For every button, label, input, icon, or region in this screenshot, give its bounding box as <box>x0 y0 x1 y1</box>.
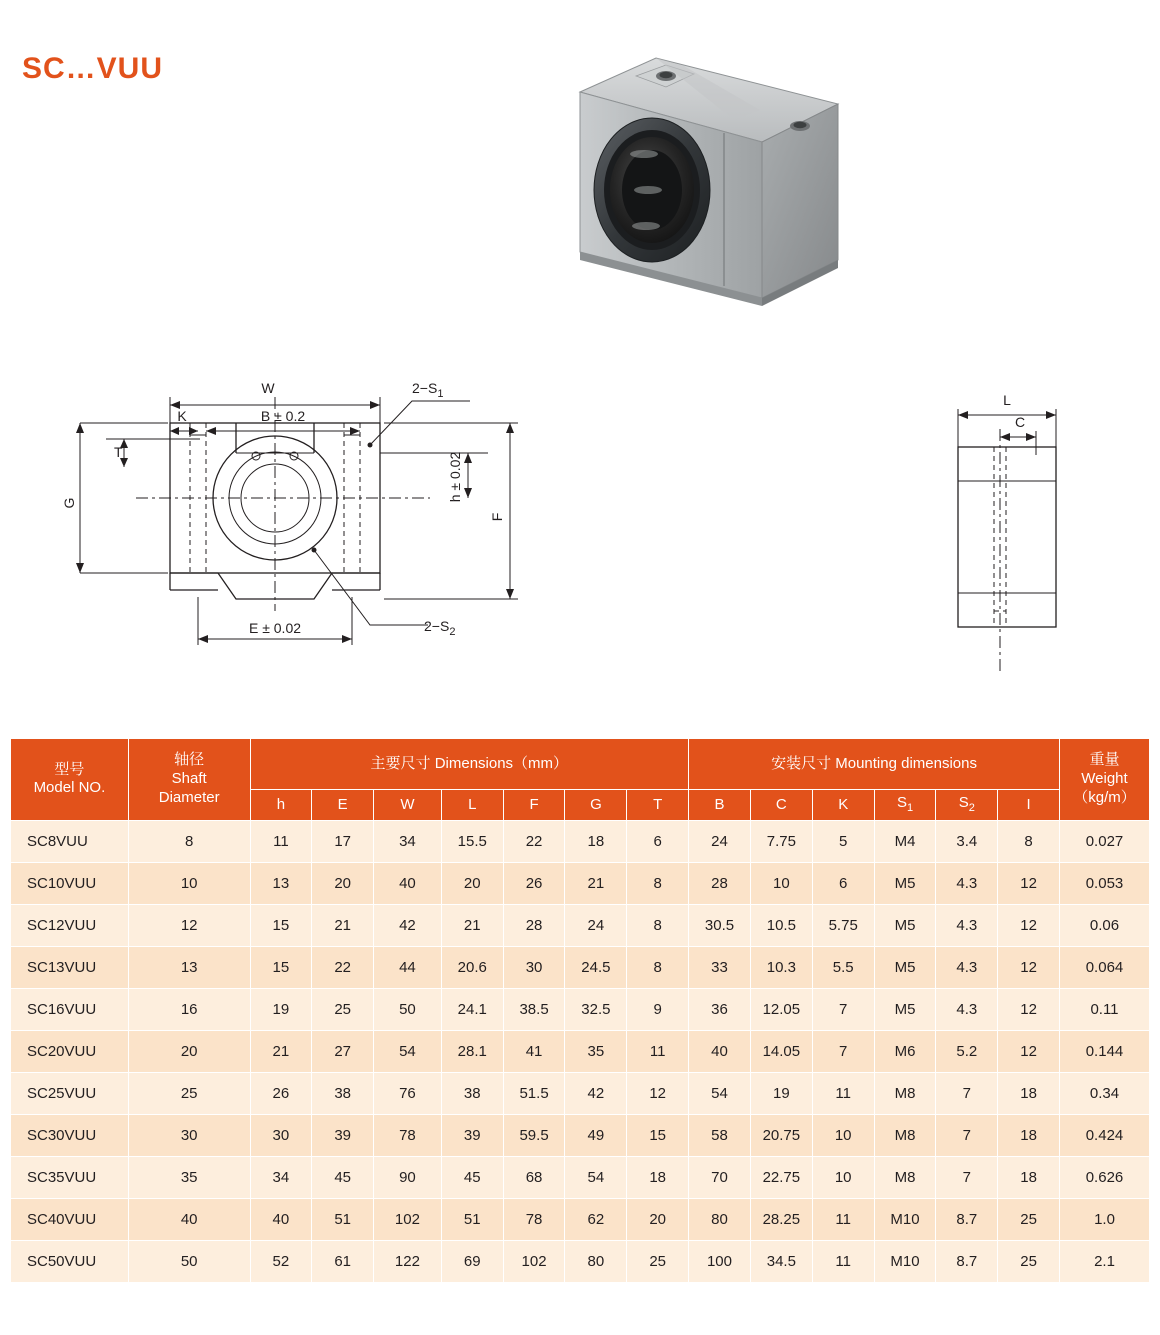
cell-S2: 4.3 <box>936 946 998 988</box>
cell-K: 5 <box>812 820 874 862</box>
cell-S1: M10 <box>874 1240 936 1282</box>
cell-K: 10 <box>812 1156 874 1198</box>
cell-E: 22 <box>312 946 374 988</box>
svg-text:L: L <box>1003 392 1011 408</box>
cell-T: 25 <box>627 1240 689 1282</box>
svg-text:B ± 0.2: B ± 0.2 <box>260 408 306 424</box>
cell-E: 45 <box>312 1156 374 1198</box>
header-shaft-cn: 轴径 <box>174 751 205 769</box>
cell-C: 34.5 <box>750 1240 812 1282</box>
cell-I: 12 <box>998 1030 1060 1072</box>
svg-text:W: W <box>261 380 275 396</box>
header-mounting-group: 安装尺寸 Mounting dimensions <box>689 739 1060 790</box>
cell-weight: 0.144 <box>1059 1030 1149 1072</box>
header-col-S2-sub: 2 <box>968 802 975 814</box>
cell-weight: 1.0 <box>1059 1198 1149 1240</box>
cell-G: 18 <box>565 820 627 862</box>
cell-model: SC25VUU <box>11 1072 129 1114</box>
cell-S2: 7 <box>936 1072 998 1114</box>
cell-model: SC12VUU <box>11 904 129 946</box>
table-row <box>11 1156 1150 1198</box>
table-row <box>11 946 1150 988</box>
cell-G: 80 <box>565 1240 627 1282</box>
cell-C: 10.5 <box>750 904 812 946</box>
cell-shaft: 25 <box>128 1072 250 1114</box>
header-shaft-en-1: Shaft <box>171 770 207 787</box>
svg-text:2−S2: $2-S_2$ <box>424 618 456 638</box>
cell-S2: 4.3 <box>936 988 998 1030</box>
table-row <box>11 820 1150 862</box>
cell-shaft: 50 <box>128 1240 250 1282</box>
cell-K: 5.75 <box>812 904 874 946</box>
cell-model: SC10VUU <box>11 862 129 904</box>
header-dimensions-group: 主要尺寸 Dimensions（mm） <box>250 739 689 790</box>
cell-C: 19 <box>750 1072 812 1114</box>
svg-text:h ± 0.02: h ± 0.02 <box>447 451 463 503</box>
table-row <box>11 1114 1150 1156</box>
cell-I: 12 <box>998 988 1060 1030</box>
cell-weight: 0.027 <box>1059 820 1149 862</box>
cell-B: 70 <box>689 1156 751 1198</box>
header-col-S2-base: S <box>958 794 969 811</box>
cell-F: 78 <box>503 1198 565 1240</box>
cell-shaft: 40 <box>128 1198 250 1240</box>
cell-B: 33 <box>689 946 751 988</box>
table-row <box>11 1198 1150 1240</box>
table-row <box>11 1072 1150 1114</box>
cell-K: 11 <box>812 1198 874 1240</box>
cell-T: 20 <box>627 1198 689 1240</box>
header-weight-en: Weight <box>1081 770 1128 787</box>
cell-W: 90 <box>374 1156 442 1198</box>
cell-E: 21 <box>312 904 374 946</box>
cell-F: 26 <box>503 862 565 904</box>
header-col-B: B <box>689 790 751 821</box>
cell-I: 18 <box>998 1072 1060 1114</box>
header-shaft-diameter <box>128 739 250 821</box>
cell-W: 40 <box>374 862 442 904</box>
cell-model: SC40VUU <box>11 1198 129 1240</box>
cell-T: 8 <box>627 904 689 946</box>
header-col-I: I <box>998 790 1060 821</box>
cell-weight: 0.424 <box>1059 1114 1149 1156</box>
cell-F: 68 <box>503 1156 565 1198</box>
cell-weight: 0.11 <box>1059 988 1149 1030</box>
cell-model: SC8VUU <box>11 820 129 862</box>
cell-F: 22 <box>503 820 565 862</box>
cell-S2: 4.3 <box>936 862 998 904</box>
cell-T: 12 <box>627 1072 689 1114</box>
cell-K: 7 <box>812 988 874 1030</box>
cell-C: 12.05 <box>750 988 812 1030</box>
cell-L: 28.1 <box>441 1030 503 1072</box>
header-weight-unit: （kg/m） <box>1073 788 1136 806</box>
cell-W: 50 <box>374 988 442 1030</box>
cell-weight: 0.34 <box>1059 1072 1149 1114</box>
cell-B: 24 <box>689 820 751 862</box>
cell-S2: 7 <box>936 1114 998 1156</box>
cell-h: 40 <box>250 1198 312 1240</box>
cell-h: 15 <box>250 904 312 946</box>
cell-K: 7 <box>812 1030 874 1072</box>
cell-S1: M8 <box>874 1114 936 1156</box>
front-view-drawing <box>40 335 580 695</box>
cell-T: 8 <box>627 946 689 988</box>
cell-F: 30 <box>503 946 565 988</box>
cell-L: 69 <box>441 1240 503 1282</box>
cell-L: 20 <box>441 862 503 904</box>
cell-E: 61 <box>312 1240 374 1282</box>
svg-text:E ± 0.02: E ± 0.02 <box>248 620 302 636</box>
cell-C: 22.75 <box>750 1156 812 1198</box>
header-shaft-en-2: Diameter <box>158 788 220 806</box>
cell-S1: M4 <box>874 820 936 862</box>
cell-W: 78 <box>374 1114 442 1156</box>
header-col-S1 <box>874 790 936 821</box>
header-model <box>11 739 129 821</box>
table-body <box>11 820 1150 1282</box>
cell-L: 15.5 <box>441 820 503 862</box>
cell-h: 19 <box>250 988 312 1030</box>
cell-W: 54 <box>374 1030 442 1072</box>
table-row <box>11 1240 1150 1282</box>
cell-B: 40 <box>689 1030 751 1072</box>
cell-S1: M8 <box>874 1156 936 1198</box>
svg-text:2−S1: $2-S_1$ <box>412 380 444 400</box>
cell-F: 102 <box>503 1240 565 1282</box>
cell-W: 42 <box>374 904 442 946</box>
cell-W: 44 <box>374 946 442 988</box>
table-header-row-groups <box>11 739 1150 790</box>
header-col-S2 <box>936 790 998 821</box>
cell-shaft: 12 <box>128 904 250 946</box>
cell-shaft: 16 <box>128 988 250 1030</box>
cell-L: 20.6 <box>441 946 503 988</box>
header-model-en: Model NO. <box>33 779 106 797</box>
cell-L: 39 <box>441 1114 503 1156</box>
cell-G: 24 <box>565 904 627 946</box>
cell-T: 15 <box>627 1114 689 1156</box>
cell-weight: 0.06 <box>1059 904 1149 946</box>
cell-I: 18 <box>998 1156 1060 1198</box>
cell-L: 24.1 <box>441 988 503 1030</box>
cell-B: 58 <box>689 1114 751 1156</box>
cell-E: 39 <box>312 1114 374 1156</box>
cell-B: 100 <box>689 1240 751 1282</box>
cell-h: 34 <box>250 1156 312 1198</box>
cell-T: 9 <box>627 988 689 1030</box>
table-row <box>11 1030 1150 1072</box>
cell-E: 38 <box>312 1072 374 1114</box>
product-photo <box>548 30 888 320</box>
cell-E: 25 <box>312 988 374 1030</box>
cell-B: 36 <box>689 988 751 1030</box>
cell-shaft: 35 <box>128 1156 250 1198</box>
header-col-S1-base: S <box>896 794 907 811</box>
cell-model: SC50VUU <box>11 1240 129 1282</box>
cell-B: 80 <box>689 1198 751 1240</box>
cell-I: 25 <box>998 1198 1060 1240</box>
cell-model: SC30VUU <box>11 1114 129 1156</box>
cell-W: 102 <box>374 1198 442 1240</box>
cell-h: 21 <box>250 1030 312 1072</box>
cell-E: 27 <box>312 1030 374 1072</box>
cell-F: 51.5 <box>503 1072 565 1114</box>
cell-weight: 0.064 <box>1059 946 1149 988</box>
cell-model: SC13VUU <box>11 946 129 988</box>
table-row <box>11 862 1150 904</box>
svg-text:K: K <box>177 408 187 424</box>
cell-shaft: 13 <box>128 946 250 988</box>
cell-E: 51 <box>312 1198 374 1240</box>
cell-h: 11 <box>250 820 312 862</box>
cell-I: 12 <box>998 946 1060 988</box>
cell-I: 18 <box>998 1114 1060 1156</box>
header-col-S1-sub: 1 <box>906 802 914 814</box>
cell-W: 34 <box>374 820 442 862</box>
cell-model: SC16VUU <box>11 988 129 1030</box>
header-col-G: G <box>565 790 627 821</box>
cell-h: 26 <box>250 1072 312 1114</box>
header-col-W: W <box>374 790 442 821</box>
header-col-L: L <box>441 790 503 821</box>
cell-shaft: 8 <box>128 820 250 862</box>
cell-I: 25 <box>998 1240 1060 1282</box>
cell-S2: 7 <box>936 1156 998 1198</box>
cell-h: 52 <box>250 1240 312 1282</box>
header-weight-cn: 重量 <box>1089 751 1120 769</box>
cell-B: 28 <box>689 862 751 904</box>
cell-S1: M10 <box>874 1198 936 1240</box>
cell-h: 15 <box>250 946 312 988</box>
cell-G: 62 <box>565 1198 627 1240</box>
cell-shaft: 20 <box>128 1030 250 1072</box>
cell-C: 20.75 <box>750 1114 812 1156</box>
cell-K: 11 <box>812 1072 874 1114</box>
cell-F: 28 <box>503 904 565 946</box>
cell-C: 10.3 <box>750 946 812 988</box>
svg-text:F: F <box>489 512 505 522</box>
cell-B: 30.5 <box>689 904 751 946</box>
cell-S1: M5 <box>874 862 936 904</box>
specification-table <box>10 738 1150 1283</box>
cell-F: 41 <box>503 1030 565 1072</box>
cell-L: 51 <box>441 1198 503 1240</box>
cell-S2: 8.7 <box>936 1198 998 1240</box>
cell-S2: 8.7 <box>936 1240 998 1282</box>
cell-S1: M5 <box>874 946 936 988</box>
header-col-E: E <box>312 790 374 821</box>
cell-S1: M5 <box>874 904 936 946</box>
header-col-C: C <box>750 790 812 821</box>
cell-E: 17 <box>312 820 374 862</box>
cell-model: SC35VUU <box>11 1156 129 1198</box>
cell-h: 30 <box>250 1114 312 1156</box>
cell-shaft: 10 <box>128 862 250 904</box>
cell-h: 13 <box>250 862 312 904</box>
cell-E: 20 <box>312 862 374 904</box>
cell-L: 21 <box>441 904 503 946</box>
cell-G: 24.5 <box>565 946 627 988</box>
cell-C: 28.25 <box>750 1198 812 1240</box>
cell-C: 14.05 <box>750 1030 812 1072</box>
side-view-drawing <box>920 385 1120 695</box>
cell-T: 6 <box>627 820 689 862</box>
cell-K: 10 <box>812 1114 874 1156</box>
header-weight <box>1059 739 1149 821</box>
header-model-cn: 型号 <box>54 760 85 778</box>
cell-G: 32.5 <box>565 988 627 1030</box>
table-row <box>11 904 1150 946</box>
cell-weight: 2.1 <box>1059 1240 1149 1282</box>
cell-weight: 0.053 <box>1059 862 1149 904</box>
cell-C: 7.75 <box>750 820 812 862</box>
cell-L: 38 <box>441 1072 503 1114</box>
cell-W: 122 <box>374 1240 442 1282</box>
cell-K: 6 <box>812 862 874 904</box>
cell-F: 59.5 <box>503 1114 565 1156</box>
cell-I: 12 <box>998 862 1060 904</box>
cell-K: 5.5 <box>812 946 874 988</box>
cell-weight: 0.626 <box>1059 1156 1149 1198</box>
svg-text:G: G <box>61 497 77 509</box>
table-row <box>11 988 1150 1030</box>
cell-S1: M5 <box>874 988 936 1030</box>
cell-I: 8 <box>998 820 1060 862</box>
page-title: SC…VUU <box>22 52 164 85</box>
header-col-K: K <box>812 790 874 821</box>
cell-G: 49 <box>565 1114 627 1156</box>
svg-text:T: T <box>114 444 123 460</box>
cell-L: 45 <box>441 1156 503 1198</box>
cell-G: 54 <box>565 1156 627 1198</box>
cell-S2: 4.3 <box>936 904 998 946</box>
cell-G: 35 <box>565 1030 627 1072</box>
cell-S2: 5.2 <box>936 1030 998 1072</box>
cell-C: 10 <box>750 862 812 904</box>
header-col-T: T <box>627 790 689 821</box>
cell-G: 21 <box>565 862 627 904</box>
cell-S1: M6 <box>874 1030 936 1072</box>
cell-T: 11 <box>627 1030 689 1072</box>
header-col-F: F <box>503 790 565 821</box>
cell-G: 42 <box>565 1072 627 1114</box>
cell-F: 38.5 <box>503 988 565 1030</box>
cell-S1: M8 <box>874 1072 936 1114</box>
cell-B: 54 <box>689 1072 751 1114</box>
svg-text:C: C <box>1014 414 1026 430</box>
cell-K: 11 <box>812 1240 874 1282</box>
header-col-h: h <box>250 790 312 821</box>
cell-W: 76 <box>374 1072 442 1114</box>
cell-S2: 3.4 <box>936 820 998 862</box>
cell-model: SC20VUU <box>11 1030 129 1072</box>
cell-T: 8 <box>627 862 689 904</box>
cell-shaft: 30 <box>128 1114 250 1156</box>
cell-T: 18 <box>627 1156 689 1198</box>
cell-I: 12 <box>998 904 1060 946</box>
